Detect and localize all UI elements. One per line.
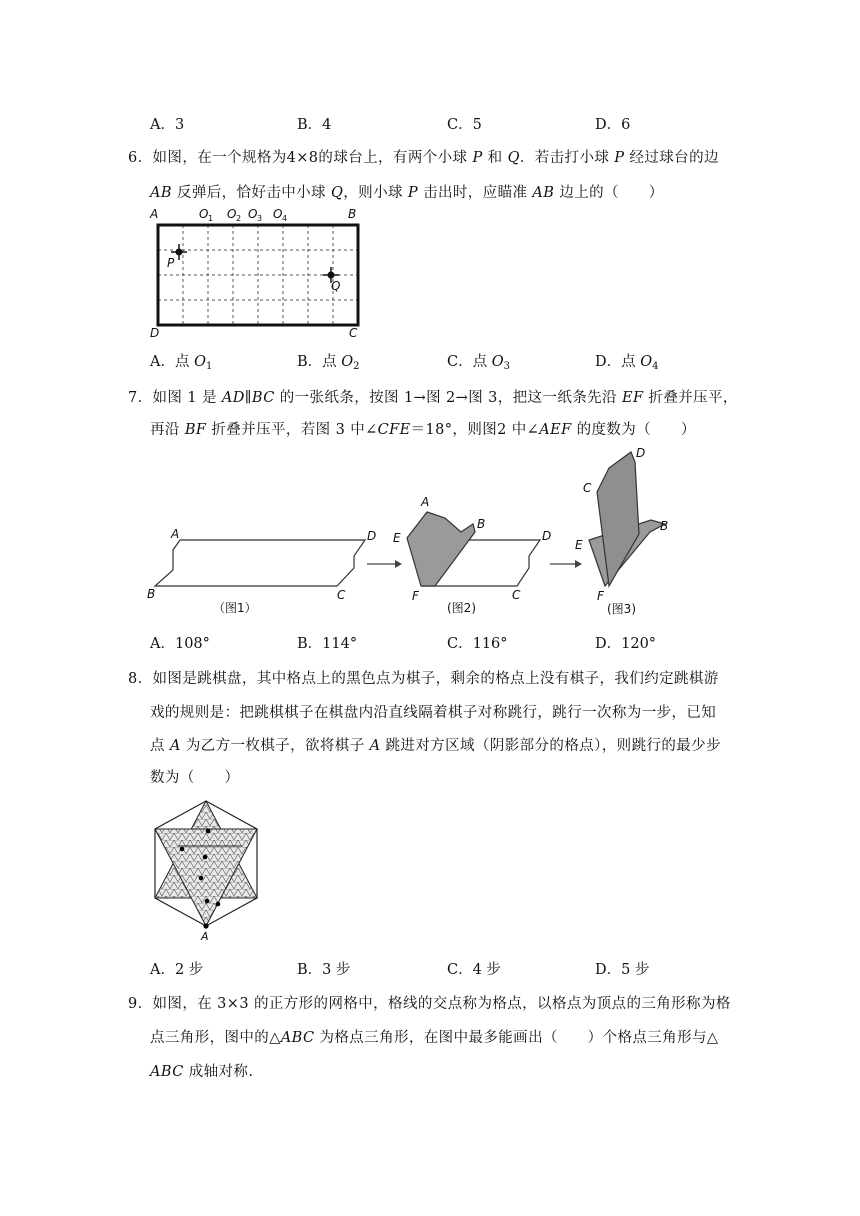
q7-option-c[interactable]: C．116° [447,636,508,652]
q6-option-a[interactable]: A．点 $O_1$ [150,354,213,372]
q8-chinese-checkers-board [146,798,266,943]
q7-fig1-caption: （图1） [213,601,257,615]
q7-var: AD∥BC [221,390,275,406]
q7-paper-folding-figure [145,440,690,622]
q6-stem-line1 [128,146,719,167]
q7-fig3-label-e: E [575,538,583,552]
q6-option-d[interactable]: D．点 $O_4$ [595,354,659,372]
q9-stem-line3 [150,1060,253,1081]
q7-fig2-label-e: E [393,531,401,545]
q6-label-o1: O [199,207,209,221]
q6-var: Q [507,150,520,166]
q7-text: 折叠并压平， [648,390,738,406]
q7-fig3-label-b: B [660,519,669,533]
q7-stem-line1 [128,386,738,407]
q7-fig3-label-c: C [583,481,592,495]
q6-label-o3-sub: 3 [257,214,263,223]
q5-option-c[interactable]: C．5 [447,117,482,133]
q6-label-o4: O [273,207,283,221]
q8-stem-line4: 数为（ ） [150,770,240,786]
q6-label-o3: O [248,207,258,221]
q8-number: 8． [128,671,153,687]
q7-number: 7． [128,390,153,406]
q6-text: 击出时，应瞄准 [423,185,528,201]
q6-option-b[interactable]: B．点 $O_2$ [297,354,360,372]
q7-fig3-label-d: D [636,446,646,460]
q7-fig3-caption: (图3) [607,602,636,616]
q7-text: 的一张纸条，按图 1→图 2→图 3，把这一纸条先沿 [279,390,617,406]
q7-text: 如图 1 是 [152,390,217,406]
q8-option-d[interactable]: D．5 步 [595,962,650,978]
q8-label-a: A [201,930,209,943]
q9-number: 9． [128,996,153,1012]
q8-stem-line1 [128,667,719,688]
q7-fig1-label-c: C [337,588,346,602]
q7-option-b[interactable]: B．114° [297,636,358,652]
q8-option-a[interactable]: A．2 步 [150,962,204,978]
q6-stem-line2 [150,181,664,202]
q6-var: P [614,150,625,166]
q8-text: 点 [150,738,165,754]
q6-var: P [407,185,419,201]
q7-text: ＝18°，则图2 中∠ [410,422,540,438]
q9-var: ABC [280,1030,315,1046]
q7-fig2-label-b: B [477,517,486,531]
q7-fig2-label-a: A [421,495,430,509]
q8-stem-line2: 戏的规则是：把跳棋棋子在棋盘内沿直线隔着棋子对称跳行，跳行一次称为一步，已知 [150,705,717,721]
q6-text: 边上的（ ） [559,185,664,201]
q6-text: 反弹后，恰好击中小球 [176,185,326,201]
q7-fig2-label-c: C [512,588,521,602]
q6-label-q: Q [331,279,341,293]
q7-fig1 [155,540,365,586]
q7-var: AEF [539,422,572,438]
q7-var: BF [184,422,207,438]
q7-fig1-label-a: A [171,527,180,541]
q8-option-b[interactable]: B．3 步 [297,962,351,978]
q6-option-c[interactable]: C．点 $O_3$ [447,354,510,372]
q6-label-a: A [150,207,159,221]
q8-text: 如图是跳棋盘，其中格点上的黑色点为棋子，剩余的格点上没有棋子，我们约定跳棋游 [152,671,719,687]
q8-text: 跳进对方区域（阴影部分的格点），则跳行的最少步 [385,738,721,754]
q6-text: 经过球台的边 [629,150,719,166]
q7-text: 折叠并压平，若图 3 中∠ [211,422,378,438]
q7-fig3-label-f: F [597,589,604,603]
q7-fig1-label-b: B [147,587,156,601]
q7-var: CFE [377,422,411,438]
q9-stem-line2 [150,1026,718,1047]
q8-stem-line3 [150,734,721,755]
q7-fig1-label-d: D [367,529,377,543]
q6-var: Q [330,185,344,201]
q7-fig2-caption: (图2) [447,601,476,615]
arrow-right-icon [367,560,402,568]
q7-stem-line2 [150,418,696,439]
q9-var: ABC [150,1064,184,1080]
q6-label-o4-sub: 4 [282,214,288,223]
q9-text: 为格点三角形，在图中最多能画出（ ）个格点三角形与△ [319,1030,719,1046]
q6-label-p: P [167,256,175,270]
q7-text: 的度数为（ ） [576,422,696,438]
q8-option-c[interactable]: C．4 步 [447,962,501,978]
q6-label-c: C [349,326,358,340]
q5-option-d[interactable]: D．6 [595,117,631,133]
q6-var: AB [150,185,172,201]
q8-var: A [369,738,381,754]
q9-text: 点三角形，图中的△ [150,1030,281,1046]
q6-billiard-table-figure [145,205,370,340]
q7-text: 再沿 [150,422,180,438]
q7-fig2 [407,512,540,586]
arrow-right-icon [550,560,582,568]
q6-text: ，则小球 [343,185,403,201]
q5-option-a[interactable]: A．3 [150,117,185,133]
q6-number: 6． [128,150,153,166]
q7-fig2-label-d: D [542,529,552,543]
q6-text: 如图，在一个规格为4×8的球台上，有两个小球 [152,150,468,166]
q7-option-d[interactable]: D．120° [595,636,657,652]
q8-var: A [169,738,181,754]
q8-text: 为乙方一枚棋子，欲将棋子 [185,738,365,754]
q6-text: 和 [487,150,503,166]
q6-label-o2-sub: 2 [236,214,242,223]
q7-option-a[interactable]: A．108° [150,636,210,652]
q6-label-d: D [150,326,160,340]
q6-label-o2: O [227,207,237,221]
q9-stem-line1 [128,992,731,1013]
q6-text: ．若击打小球 [519,150,610,166]
q7-var: EF [621,390,644,406]
q5-option-b[interactable]: B．4 [297,117,332,133]
q6-var: AB [532,185,555,201]
q7-fig2-label-f: F [412,589,419,603]
q9-text: 如图，在 3×3 的正方形的网格中，格线的交点称为格点，以格点为顶点的三角形称为格 [152,996,731,1012]
q9-text: 成轴对称. [188,1064,254,1080]
q6-label-b: B [348,207,357,221]
q7-fig3 [589,452,665,586]
q6-label-o1-sub: 1 [208,214,214,223]
q6-var: P [472,150,483,166]
